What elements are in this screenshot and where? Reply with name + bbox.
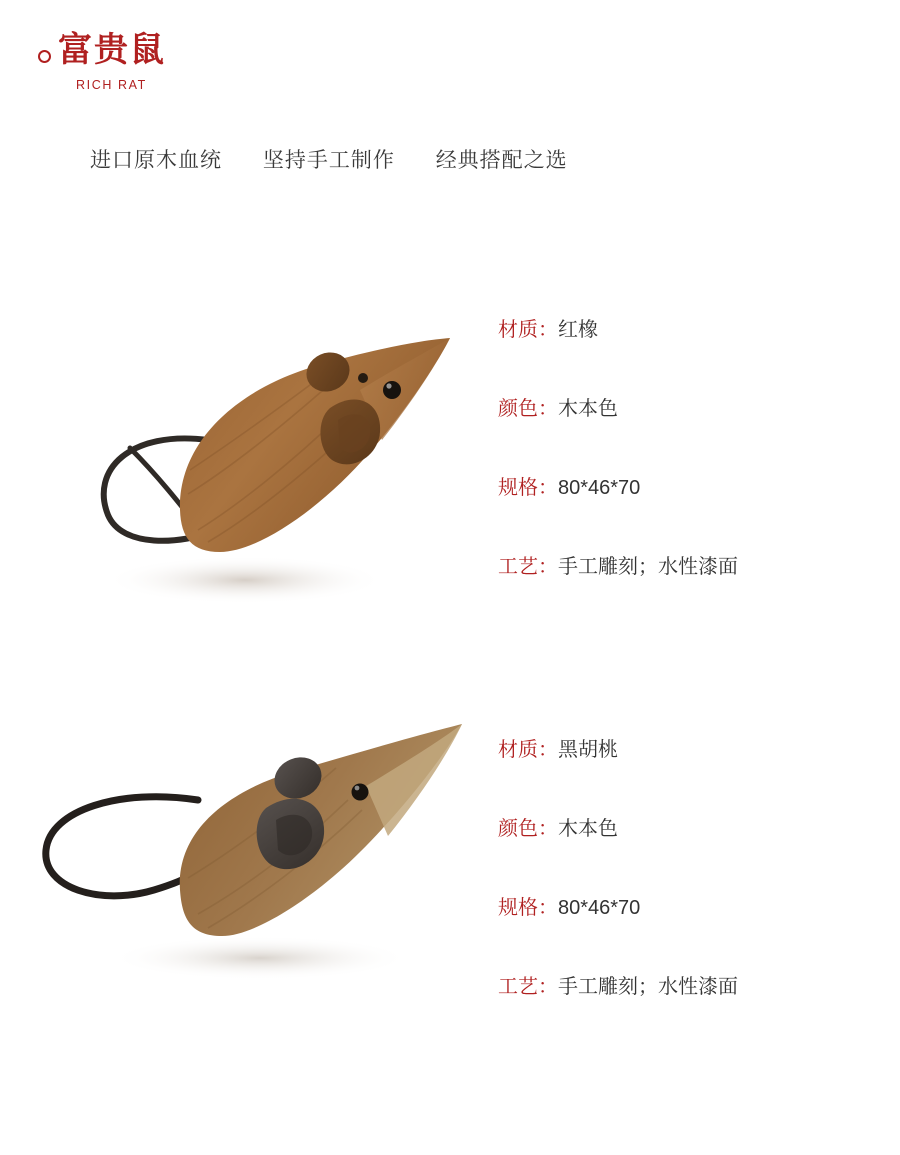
tagline-item-1: 进口原木血统 — [90, 149, 222, 172]
tagline-item-3: 经典搭配之选 — [435, 149, 568, 172]
spec-row — [498, 815, 878, 843]
red-oak-wooden-mouse-photo — [30, 280, 470, 640]
spec-row — [498, 736, 878, 764]
page-header — [0, 0, 900, 174]
spec-list-black-walnut — [498, 736, 878, 1052]
spec-list-red-oak — [498, 316, 878, 632]
spec-row — [498, 316, 878, 344]
spec-label: 工艺： — [498, 976, 558, 998]
spec-value: 木本色 — [558, 818, 618, 840]
tagline — [90, 144, 900, 174]
title-row — [38, 28, 900, 92]
spec-label: 材质： — [498, 319, 558, 341]
ring-bullet-icon — [38, 50, 51, 63]
spec-value: 80*46*70 — [558, 477, 641, 499]
spec-row — [498, 474, 878, 502]
spec-value: 木本色 — [558, 398, 618, 420]
spec-label: 颜色： — [498, 818, 558, 840]
spec-label: 规格： — [498, 897, 558, 919]
spec-row — [498, 894, 878, 922]
tagline-item-2: 坚持手工制作 — [262, 149, 395, 172]
spec-value: 红橡 — [558, 319, 598, 341]
spec-value: 手工雕刻；水性漆面 — [558, 976, 738, 998]
black-walnut-wooden-mouse-photo — [30, 700, 470, 1060]
spec-row — [498, 973, 878, 1001]
spec-value: 黑胡桃 — [558, 739, 618, 761]
spec-value: 手工雕刻；水性漆面 — [558, 556, 738, 578]
spec-row — [498, 395, 878, 423]
spec-value: 80*46*70 — [558, 897, 641, 919]
page-title: 富贵鼠 — [58, 31, 166, 69]
spec-label: 规格： — [498, 477, 558, 499]
spec-label: 材质： — [498, 739, 558, 761]
spec-label: 工艺： — [498, 556, 558, 578]
spec-row — [498, 553, 878, 581]
page-subtitle-en: RICH RAT — [76, 78, 147, 92]
spec-label: 颜色： — [498, 398, 558, 420]
